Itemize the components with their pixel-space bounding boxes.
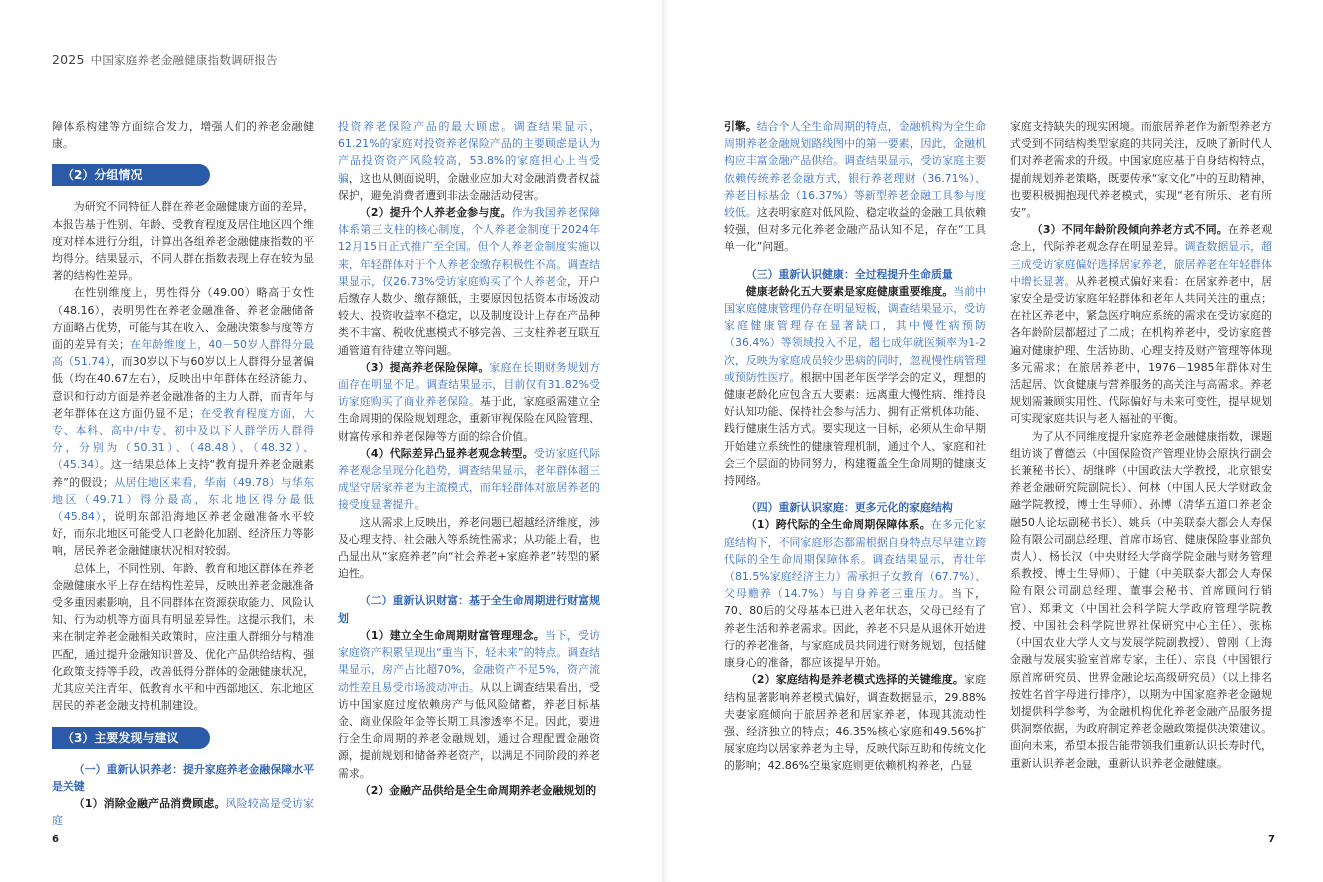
column-4: [1010, 118, 1272, 772]
paragraph: 为了从不同维度提升家庭养老金融健康指数，课题组访谈了曹德云（中国保险资产管理业协会原执行副会长兼秘书长）、胡继晔（中国政法大学教授，北京银安养老金融研究院副院长）、何林（中国人民大学财政金融学院教授，博士生导师）、孙博（清华五道口养老金融50人论坛副秘书长）、姚兵（中美联泰大都会人寿保险有限公司副总经理、首席市场官、健康保险事业部负责人）、杨长汉（中央财经大学商学院金融与财务管理系教授、博士生导师）、于健（中美联泰大都会人寿保险有限公司副总经理、董事会秘书、首席顾问行销官）、郑秉文（中国社会科学院大学政府管理学院教授、中国社会科学院世界社保研究中心主任）、张栋（中国农业大学人文与发展学院副教授）、曾刚（上海金融与发展实验室首席专家，主任）、宗良（中国银行原首席研究员、世界金融论坛高级研究员）（以上排名按姓名首字母进行排序），以期为中国家庭养老金融规划提供科学参考，为金融机构优化养老金融产品服务提供洞察依据，为政府制定养老金融政策提供决策建议。面向未来，希望本报告能带领我们重新认识长寿时代，重新认识养老金融，重新认识养老金融健康。: [1010, 429, 1272, 770]
paragraph: [724, 118, 986, 256]
subsection-heading: （一）重新认识养老：提升家庭养老金融保障水平是关键: [52, 762, 314, 793]
highlight-text: 调查数据显示，超三成受访家庭偏好选择居家养老，旅居养老在年轻群体中增长显著。: [1010, 240, 1272, 288]
paragraph: [338, 359, 600, 445]
bold-lead: （1）建立全生命周期财富管理理念。: [359, 628, 545, 642]
page-number-right: 7: [1268, 834, 1275, 845]
column-2: [338, 118, 600, 799]
paragraph: [338, 445, 600, 514]
highlight-text: 作为我国养老保障体系第三支柱的核心制度，个人养老金制度于2024年12月15日正式推广至全国。但个人养老金制度实施以来，年轻群体对于个人养老金缴存积极性不高。调查结果显示，仅26.73%受访家庭购买了个人养老金: [338, 206, 600, 288]
highlight-text: 投资养老保险产品的最大顾虑。调查结果显示，61.21%的家庭对投资养老保险产品的主要顾虑是认为产品投资资产风险较高，53.8%的家庭担心上当受骗: [338, 120, 600, 185]
bold-lead: （1）跨代际的全生命周期保障体系。: [745, 518, 931, 532]
text-run: 从养老模式偏好来看：在居家养老中，居家安全是受访家庭年轻群体和老年人共同关注的重点；在社区养老中，紧急医疗响应系统的需求在受访家庭的各年龄阶层都超过了二成；在机构养老中，受访家庭普遍对健康护理、生活协助、心理支持及财产管理等体现多元需求；在旅居养老中，1976－1985年群体对生活起居、饮食健康与营养服务的高关注与高需求。养老规划需兼顾实用性、代际偏好与未来可变性，提早规划可实现家庭共识与老人福祉的平衡。: [1010, 274, 1272, 426]
text-run: ，这也从侧面说明，金融业应加大对金融消费者权益保护，避免消费者遭到非法金融活动侵害。: [338, 171, 600, 202]
running-header: [52, 52, 278, 68]
page-number-left: 6: [52, 834, 59, 845]
paragraph: 障体系构建等方面综合发力，增强人们的养老金融健康。: [52, 120, 314, 151]
bold-lead: （1）消除金融产品消费顾虑。: [73, 796, 226, 810]
highlight-text: 当前中国家庭健康管理仍存在明显短板，调查结果显示，受访家庭健康管理存在显著缺口，其中慢性病预防（36.4%）等领域投入不足，超七成年就医频率为1-2次，反映为家庭成员较少患病的同时，忽视慢性病管理或预防性医疗。: [724, 284, 986, 384]
column-1: [52, 118, 314, 829]
paragraph: [724, 671, 986, 774]
text-run: 在养老观念上，代际养老观念存在明显差异。: [1010, 223, 1272, 254]
paragraph: [52, 284, 314, 559]
text-run: ，而30岁以下与60岁以上人群得分显著偏低（均在40.67左右），反映出中年群体在经济能力、意识和行动方面是养老金融准备的主力人群，而青年与老年群体在这方面仍显不足；: [52, 355, 315, 420]
bold-lead: （2）家庭结构是养老模式选择的关键维度。: [745, 673, 965, 687]
paragraph: 总体上，不同性别、年龄、教育和地区群体在养老金融健康水平上存在结构性差异，反映出养老金融准备受多重因素影响，且不同群体在资源获取能力、风险认知、行为动机等方面具有明显差异性。这提示我们，未来在制定养老金融相关政策时，应注重人群细分与精准匹配，通过提升金融知识普及、优化产品供给结构、强化政策支持等手段，改善低得分群体的金融健康状况，尤其应关注青年、低教育水平和中西部地区、东北地区居民的养老金融支持机制建设。: [52, 561, 314, 713]
bold-lead: （2）提升个人养老金参与度。: [359, 206, 512, 220]
highlight-text: 当下，受访家庭资产积累呈现出“重当下，轻未来”的特点。调查结果显示，房产占比超70%，金融资产不足5%，资产流动性差且易受市场波动冲击。: [338, 628, 600, 694]
highlight-text: 风险较高是受访家庭: [52, 796, 314, 828]
paragraph: [52, 795, 314, 829]
bold-lead: （3）不同年龄阶段倾向养老方式不同。: [1031, 223, 1228, 237]
bold-lead: （4）代际差异凸显养老观念转型。: [359, 446, 534, 460]
subsection-heading: （四）重新认识家庭：更多元化的家庭结构: [745, 501, 953, 515]
text-run: 这表明家庭对低风险、稳定收益的金融工具依赖较强，但对多元化养老金融产品认知不足，存在“工具单一化”问题。: [724, 206, 986, 254]
paragraph: [1010, 221, 1272, 427]
section-heading: （2）分组情况: [52, 164, 210, 186]
paragraph: [338, 627, 600, 782]
column-3: [724, 118, 986, 775]
highlight-text: 在年龄维度上，40－50岁人群得分最高（51.74）: [52, 338, 314, 369]
text-run: ，说明东部沿海地区养老金融准备水平较好，而东北地区可能受人口老龄化加剧、经济压力等影响，居民养老金融健康状况相对较弱。: [52, 510, 314, 558]
text-run: ，开户后缴存人数少、缴存额低，主要原因包括资本市场波动较大、投资收益率不稳定，以及制度设计上存在产品种类不丰富、税收优惠模式不够完善、三支柱养老互联互通管道有待建立等问题。: [338, 274, 600, 357]
highlight-text: 在受教育程度方面，大专、本科、高中/中专、初中及以下人群学历人群得分，分别为（50.31）、（48.48）、（48.32）、（45.34）: [52, 406, 314, 472]
text-run: 基于此，家庭亟需建立全生命周期的保险规划理念，重新审视保险在风险管理、财富传承和养老保障等方面的综合价值。: [338, 395, 600, 443]
paragraph: [724, 516, 986, 671]
highlight-text: 受访家庭代际养老观念呈现分化趋势，调查结果显示，老年群体超三成坚守居家养老为主流模式，而年轻群体对旅居养老的接受度显著提升。: [338, 446, 600, 512]
section-heading: （3）主要发现与建议: [52, 727, 210, 749]
paragraph: 为研究不同特征人群在养老金融健康方面的差异，本报告基于性别、年龄、受教育程度及居住地区四个维度对样本进行分组，计算出各组养老金融健康指数的平均得分。结果显示，不同人群在指数表现上存在较为显著的结构性差异。: [52, 200, 314, 283]
paragraph: 这从需求上反映出，养老问题已超越经济维度，涉及心理支持、社会融入等系统性需求；从功能上看，也凸显出从“家庭养老”向“社会养老+家庭养老”转型的紧迫性。: [338, 515, 600, 581]
paragraph: 家庭支持缺失的现实困境。而旅居养老作为新型养老方式受到不同结构类型家庭的共同关注，反映了新时代人们对养老需求的升级。中国家庭应基于自身结构特点，提前规划养老策略，既要传承“家文化”中的互助精神，也要积极拥抱现代养老模式，实现“老有所乐、老有所安”。: [1010, 120, 1272, 220]
highlight-text: 家庭在长期财务规划方面存在明显不足。调查结果显示，目前仅有31.82%受访家庭购买了商业养老保险。: [338, 360, 600, 409]
subsection-heading: （三）重新认识健康：全过程提升生命质量: [745, 267, 953, 281]
highlight-text: 结合个人全生命周期的特点，金融机构为全生命周期养老金融规划路线图中的第一要素，因此，金融机构应丰富金融产品供给。调查结果显示，受访家庭主要依赖传统养老金融方式，银行养老理财（36.71%）、养老目标基金（16.37%）等新型养老金融工具参与度较低。: [724, 120, 986, 220]
bold-lead: 健康老龄化五大要素是家庭健康重要维度。: [745, 284, 954, 298]
text-run: 。这一结果总体上支持“教育提升养老金融素养”的假设；: [52, 458, 314, 489]
text-run: 根据中国老年医学学会的定义，理想的健康老龄化应包含五大要素：远离重大慢性病、维持良好认知功能、保持社会参与活力、拥有正常机体功能、践行健康生活方式。要实现这一目标，必须从生命早期开始建立系统性的健康管理机制，通过个人、家庭和社会三个层面的协同努力，构建覆盖全生命周期的健康支持网络。: [724, 370, 986, 488]
highlight-text: 在多元化家庭结构下，不同家庭形态都需根据自身特点尽早建立跨代际的全生命周期保障体系。调查结果显示，青壮年（81.5%家庭经济主力）需承担子女教育（67.7%）、父母赡养（14.7%）与自身养老三重压力。: [724, 518, 986, 601]
right-page: [662, 0, 1323, 882]
left-page: [0, 0, 661, 882]
bold-lead: （3）提高养老保险保障。: [359, 360, 490, 374]
text-run: 当下，70、80后的父母基本已进入老年状态，父母已经有了养老生活和养老需求。因此，养老不只是从退休开始进行的养老准备，与家庭成员共同进行财务规划，包括健康身心的准备，都应该提早开始。: [724, 587, 986, 670]
text-run: 家庭结构显著影响养老模式偏好，调查数据显示，29.88%夫妻家庭倾向于旅居养老和居家养老，体现其流动性强、经济独立的特点；46.35%核心家庭和49.56%扩展家庭均以居家养老为主导，反映代际互助和传统文化的影响；42.86%空巢家庭则更依赖机构养老，凸显: [724, 673, 986, 773]
paragraph: （2）金融产品供给是全生命周期养老金融规划的: [359, 783, 597, 797]
text-run: 从以上调查结果看出，受访中国家庭过度依赖房产与低风险储蓄，养老目标基金、商业保险年金等长期工具渗透率不足。因此，要进行全生命周期的养老金融规划，通过合理配置金融资源，提前规划和储备养老资产，以满足不同阶段的养老需求。: [338, 680, 600, 780]
bold-lead: 引擎。: [724, 120, 757, 133]
paragraph: [724, 283, 986, 489]
text-run: 在性别维度上，男性得分（49.00）略高于女性（48.16），表明男性在养老金融准备、养老金融储备方面略占优势，可能与其在收入、金融决策参与度等方面的差异有关；: [52, 286, 314, 352]
highlight-text: 从居住地区来看，华南（49.78）与华东地区（49.71）得分最高，东北地区得分最低（45.84）: [52, 475, 314, 524]
subsection-heading: （二）重新认识财富：基于全生命周期进行财富规划: [338, 594, 600, 625]
header-title: 中国家庭养老金融健康指数调研报告: [90, 53, 278, 67]
paragraph: [338, 204, 600, 359]
paragraph: [338, 118, 600, 204]
header-year: 2025: [52, 52, 85, 67]
